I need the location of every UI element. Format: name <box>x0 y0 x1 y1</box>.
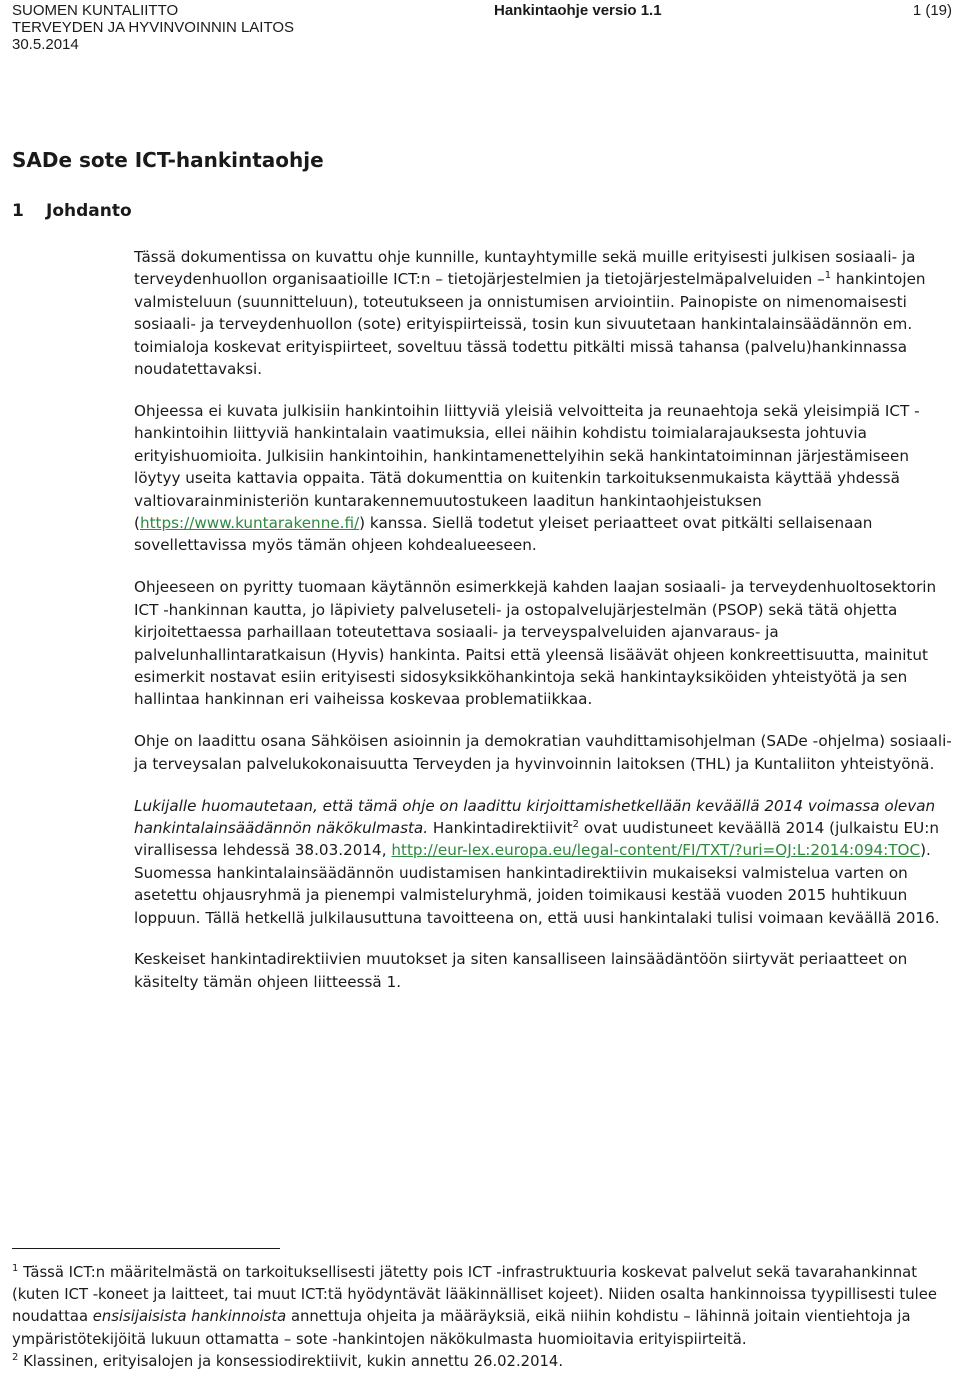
paragraph-program: Ohje on laadittu osana Sähköisen asioinnin ja demokratian vauhdittamisohjelman (SADe -ohjelma) sosiaali- ja terveysalan palvelukokonaisuutta Terveyden ja hyvinvoinnin laitoksen (THL) ja Kuntaliiton yhteistyönä. <box>134 732 952 773</box>
footnote-ref[interactable]: 2 <box>572 818 580 830</box>
paragraph-text: ) kanssa. Siellä todetut yleiset periaatteet ovat pitkälti sellaisenaan sovellettavissa myös tämän ohjeen kohdealueeseen. <box>134 513 873 555</box>
header-date: 30.5.2014 <box>12 36 79 53</box>
paragraph-directive-changes: Keskeiset hankintadirektiivien muutokset ja siten kansalliseen lainsäädäntöön siirtyvät periaatteet on käsitelty tämän ohjeen liitteessä 1. <box>134 950 908 991</box>
document-title: SADe sote ICT-hankintaohje <box>12 148 324 172</box>
paragraph-text: ). Suomessa hankintalainsäädännön uudistamisen hankintadirektiivin mukaiseksi valmistelua varten on asetettu ohjausryhmä ja pienempi valmisteluryhmä, joiden toimikausi kestää vuoden 2015 huhtikuun loppuun. Tällä hetkellä julkilausuttuna tavoitteena on, että uusi hankintalaki tulisi voimaan keväällä 2016. <box>134 841 940 927</box>
footnotes <box>12 1262 956 1373</box>
paragraph-scope <box>134 400 952 557</box>
paragraph-text: hankintojen valmisteluun (suunnitteluun), toteutukseen ja onnistumisen arviointiin. Painopiste on nimenomaisesti sosiaali- ja terveydenhuollon (sote) erityispiirteissä, tosin kun sivuutetaan hankintalainsäädännön em. toimialoja koskevat erityispiirteet, soveltuu tässä todettu pitkälti missä tahansa (palvelu)hankinnassa noudatettavaksi. <box>134 270 926 379</box>
paragraph-intro <box>134 246 952 380</box>
footnote-number: 2 <box>12 1351 19 1363</box>
header-org-line1: SUOMEN KUNTALIITTO <box>12 2 179 19</box>
footnote-number: 1 <box>12 1263 19 1274</box>
paragraph-italic-note: Lukijalle huomautetaan, että tämä ohje on laadittu kirjoittamishetkellään keväällä 2014 voimassa olevan hankintalainsäädännön näkökulmasta. <box>134 796 936 837</box>
paragraph-text: Tässä dokumentissa on kuvattu ohje kunnille, kuntayhtymille sekä muille erityisesti julkisen sosiaali- ja terveydenhuollon organisaatioille ICT:n – tietojärjestelmien ja tietojärjestelmäpalveluiden – <box>134 248 916 289</box>
header-page-number: 1 (19) <box>912 2 952 19</box>
page-header <box>12 2 952 54</box>
footnote-text: Klassinen, erityisalojen ja konsessiodirektiivit, kukin annettu 26.02.2014. <box>18 1352 564 1370</box>
header-org-block <box>12 2 294 53</box>
footnote-2 <box>12 1351 956 1373</box>
footnote-separator <box>12 1248 280 1249</box>
header-doc-version: Hankintaohje versio 1.1 <box>494 2 662 19</box>
footnote-italic: ensisijaisista hankinnoista <box>92 1308 287 1326</box>
footnote-ref[interactable]: 1 <box>824 270 832 282</box>
paragraph-text: Hankintadirektiivit <box>428 818 573 837</box>
section-number: 1 <box>12 201 24 221</box>
header-org-line2: TERVEYDEN JA HYVINVOINNIN LAITOS <box>12 19 295 36</box>
eur-lex-link[interactable]: http://eur-lex.europa.eu/legal-content/FI/TXT/?uri=OJ:L:2014:094:TOC <box>391 841 921 860</box>
section-heading <box>12 200 132 222</box>
body-text <box>134 246 952 1013</box>
footnote-text: annettuja ohjeita ja määräyksiä, eikä niihin kohdistu – lähinnä joitain vientiehtoja ja ympäristötekijöitä lukuun ottamatta – sote -hankintojen näkökulmasta huomioitavia erityispiirteitä. <box>12 1308 911 1348</box>
paragraph-examples: Ohjeeseen on pyritty tuomaan käytännön esimerkkejä kahden laajan sosiaali- ja terveydenhuoltosektorin ICT -hankinnan kautta, jo läpiviety palveluseteli- ja ostopalvelujärjestelmän (PSOP) sekä tätä ohjetta kirjoitettaessa parhaillaan toteutettava sosiaali- ja terveyspalveluiden ajanvaraus- ja palvelunhallintaratkaisun (Hyvis) hankinta. Paitsi että yleensä lisäävät ohjeen konkreettisuutta, mainitut esimerkit nostavat esiin erityisesti sidosyksikköhankintoja sekä hankintayksiköiden yhteistyötä ja sen hallintaa hankinnan eri vaiheissa koskevaa problematiikkaa. <box>134 578 937 709</box>
paragraph-text: Ohjeessa ei kuvata julkisiin hankintoihin liittyviä yleisiä velvoitteita ja reunaehtoja sekä yleisimpiä ICT -hankintoihin liittyviä hankintalain vaatimuksia, ellei näihin kohdistu toimialarajauksesta johtuvia erityishuomioita. Julkisiin hankintoihin, hankintamenettelyihin sekä hankintatoiminnan järjestämiseen löytyy useita kattavia oppaita. Tätä dokumenttia on kuitenkin tarkoituksenmukaista käyttää yhdessä valtiovarainministeriön kuntarakennemuutostukeen laaditun hankintaohjeistuksen ( <box>134 401 920 532</box>
kuntarakenne-link[interactable]: https://www.kuntarakenne.fi/ <box>139 513 360 532</box>
footnote-text: Tässä ICT:n määritelmästä on tarkoituksellisesti jätetty pois ICT -infrastruktuuria koskevat palvelut sekä tavarahankinnat (kuten ICT -koneet ja laitteet, tai muut ICT:tä hyödyntävät lääkinnälliset kojeet). Niiden osalta hankinnoissa tyypillisesti tulee noudattaa <box>12 1264 937 1326</box>
paragraph-legislation-note <box>134 795 952 929</box>
section-title: Johdanto <box>46 201 132 221</box>
paragraph-text: ovat uudistuneet keväällä 2014 (julkaistu EU:n virallisessa lehdessä 38.03.2014, <box>134 818 939 860</box>
footnote-1 <box>12 1262 956 1351</box>
